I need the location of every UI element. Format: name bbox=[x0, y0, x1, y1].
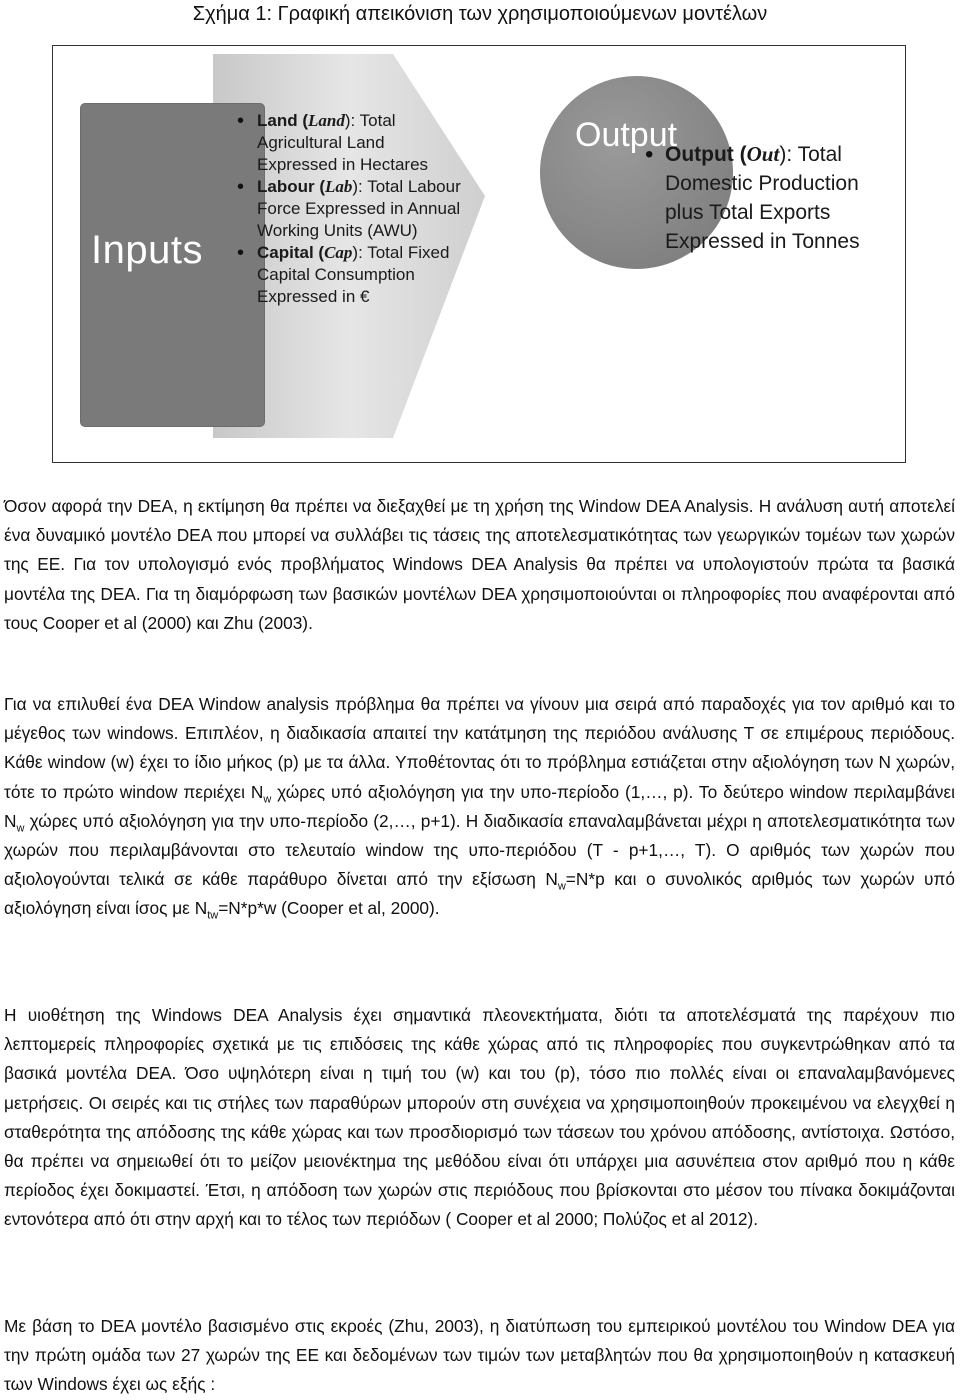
paragraph-dea-window-method: Για να επιλυθεί ένα DEA Window analysis πρόβλημα θα πρέπει να γίνουν μια σειρά από παραδοχές για τον αριθμό και το μέγεθος των windows. Επιπλέον, η διαδικασία απαιτεί την κατάτμηση της περιόδου ανάλυσης Τ σε επιμέρους περιόδους. Κάθε window (w) έχει το ίδιο μήκος (p) με τα άλλα. Υποθέτοντας ότι το πρόβλημα εστιάζεται στην αξιολόγηση των Ν χωρών, τότε το πρώτο window περιέχει $N_w$ χώρες υπό αξιολόγηση για την υπο-περίοδο (1,…, p). Το δεύτερο window περιλαμβάνει $N_w$ χώρες υπό αξιολόγηση για την υπο-περίοδο (2,…, p+1). Η διαδικασία επαναλαμβάνεται μέχρι η αποτελεσματικότητα των χωρών που περιλαμβάνονται στο τελευταίο window της υπο-περιόδου (T - p+1,…, T). Ο αριθμός των χωρών που αξιολογούνται τελικά σε κάθε παράθυρο δίνεται από την εξίσωση $N_w=N*p$ και ο συνολικός αριθμός των χωρών υπό αξιολόγηση είναι ίσος με $N_{tw}=N*p*w$ (Cooper et al, 2000). bbox=[4, 694, 955, 922]
output-item: • Output (Out): Total Domestic Production plus Total Exports Expressed in Tonnes bbox=[643, 140, 873, 256]
input-capital-item: • Capital (Cap): Total Fixed Capital Consumption Expressed in € bbox=[235, 242, 465, 308]
inputs-label: Inputs bbox=[91, 228, 203, 272]
input-land-item: • Land (Land): Total Agricultural Land Expressed in Hectares bbox=[235, 110, 465, 176]
input-labour-item: • Labour (Lab): Total Labour Force Expressed in Annual Working Units (AWU) bbox=[235, 176, 465, 242]
output-variables-list bbox=[643, 140, 873, 256]
paragraph-dea-window-advantages: Η υιοθέτηση της Windows DEA Analysis έχει σημαντικά πλεονεκτήματα, διότι τα αποτελέσματά της παρέχουν πιο λεπτομερείς πληροφορίες σχετικά με τις επιδόσεις της κάθε χώρας από τις πληροφορίες που συγκεντρώθηκαν από τα βασικά μοντέλα DEA. Όσο υψηλότερη είναι η τιμή του (w) και του (p), τόσο πιο πολλές είναι οι επαναλαμβανόμενες μετρήσεις. Οι σειρές και τις στήλες των παραθύρων μπορούν στη συνέχεια να χρησιμοποιηθούν προκειμένου να ελεγχθεί η σταθερότητα της απόδοσης της κάθε χώρας και των προσδιορισμό των τάσεων του χρόνου απόδοσης, αντίστοιχα. Ωστόσο, θα πρέπει να σημειωθεί ότι το μείζον μειονέκτημα της μεθόδου είναι ότι υπάρχει μια ασυνέπεια στον αριθμό που η κάθε περίοδος έχει δοκιμαστεί. Έτσι, η απόδοση των χωρών στις περιόδους που βρίσκονται στο μέσον του πίνακα δοκιμάζονται εντονότερα από ότι στην αρχή και το τέλος των περιόδων ( Cooper et al 2000; Πολύζος et al 2012). bbox=[4, 1005, 955, 1230]
figure-caption: Σχήμα 1: Γραφική απεικόνιση των χρησιμοποιούμενων μοντέλων bbox=[192, 3, 768, 25]
input-variables-list bbox=[235, 110, 465, 308]
model-diagram bbox=[52, 45, 906, 463]
paragraph-dea-window-intro: Όσον αφορά την DEA, η εκτίμηση θα πρέπει να διεξαχθεί με τη χρήση της Window DEA Analysis. Η ανάλυση αυτή αποτελεί ένα δυναμικό μοντέλο DEA που μπορεί να συλλάβει τις τάσεις της αποτελεσματικότητας των γεωργικών τομέων των χωρών της ΕΕ. Για τον υπολογισμό ενός προβλήματος Windows DEA Analysis θα πρέπει να υπολογιστούν πρώτα τα βασικά μοντέλα της DEA. Για τη διαμόρφωση των βασικών μοντέλων DEA χρησιμοποιούνται οι πληροφορίες που αναφέρονται από τους Cooper et al (2000) και Zhu (2003). bbox=[4, 496, 955, 633]
output-label: Output bbox=[575, 116, 678, 154]
paragraph-empirical-model: Με βάση το DEA μοντέλο βασισμένο στις εκροές (Zhu, 2003), η διατύπωση του εμπειρικού μοντέλου του Window DEA για την πρώτη ομάδα των 27 χωρών της ΕΕ και δεδομένων των τιμών των μεταβλητών που θα χρησιμοποιηθούν η κατασκευή των Windows έχει ως εξής : bbox=[4, 1316, 955, 1395]
